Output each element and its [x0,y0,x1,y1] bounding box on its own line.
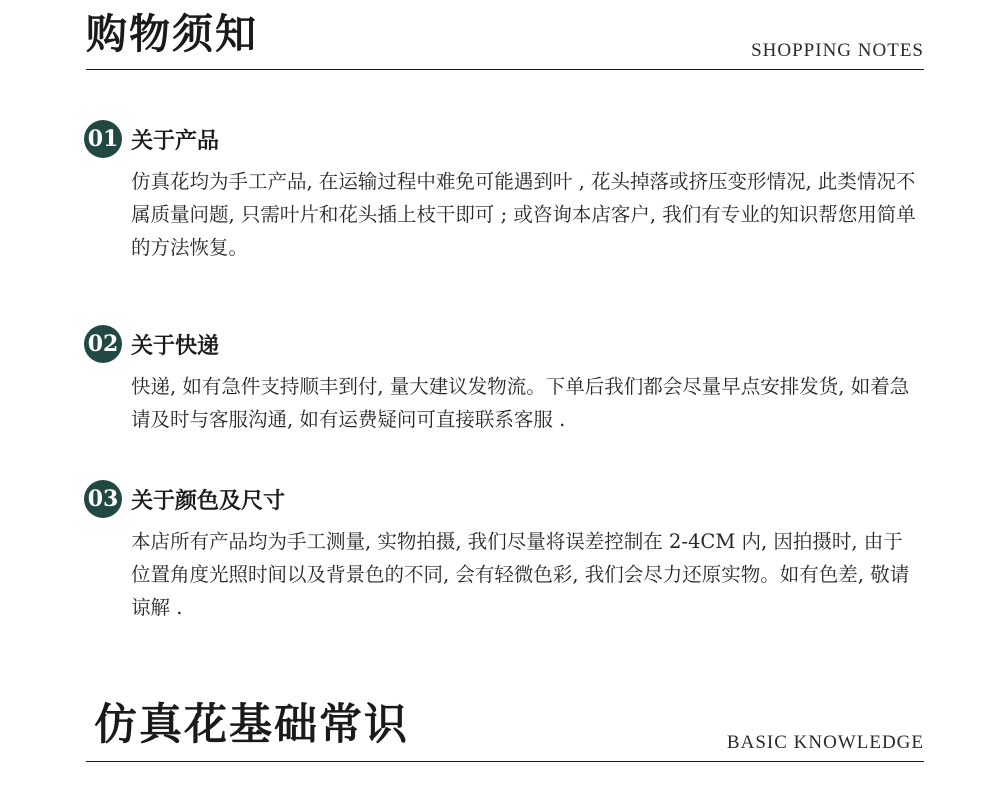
note-body: 本店所有产品均为手工测量, 实物拍摄, 我们尽量将误差控制在 2-4CM 内, 因拍摄时, 由于位置角度光照时间以及背景色的不同, 会有轻微色彩, 我们会尽力还原实物。如有色差, 敬请谅解 . [131,530,910,619]
note-item-head [84,119,924,159]
number-badge: 02 [84,325,122,363]
note-item-head [84,324,924,364]
note-body: 快递, 如有急件支持顺丰到付, 量大建议发物流。下单后我们都会尽量早点安排发货, 如着急请及时与客服沟通, 如有运费疑问可直接联系客服 . [131,375,910,431]
number-badge: 03 [84,480,122,518]
note-item-color-size [84,479,924,624]
divider [86,761,924,763]
number-badge: 01 [84,120,122,158]
section-title: 购物须知 [86,10,258,58]
note-heading: 关于产品 [131,127,220,154]
note-item-head [84,479,924,519]
section-title: 仿真花基础常识 [94,700,409,750]
note-body: 仿真花均为手工产品, 在运输过程中难免可能遇到叶 , 花头掉落或挤压变形情况, 此类情况不属质量问题, 只需叶片和花头插上枝干即可 ; 或咨询本店客户, 我们有专业的知识帮您用简单的方法恢复。 [131,170,916,259]
section-subtitle: SHOPPING NOTES [751,40,924,61]
section-subtitle: BASIC KNOWLEDGE [726,732,924,753]
note-heading: 关于颜色及尺寸 [131,487,286,514]
note-item-product [84,119,924,264]
divider [86,69,924,71]
note-heading: 关于快递 [131,332,220,359]
note-item-delivery [84,324,924,436]
